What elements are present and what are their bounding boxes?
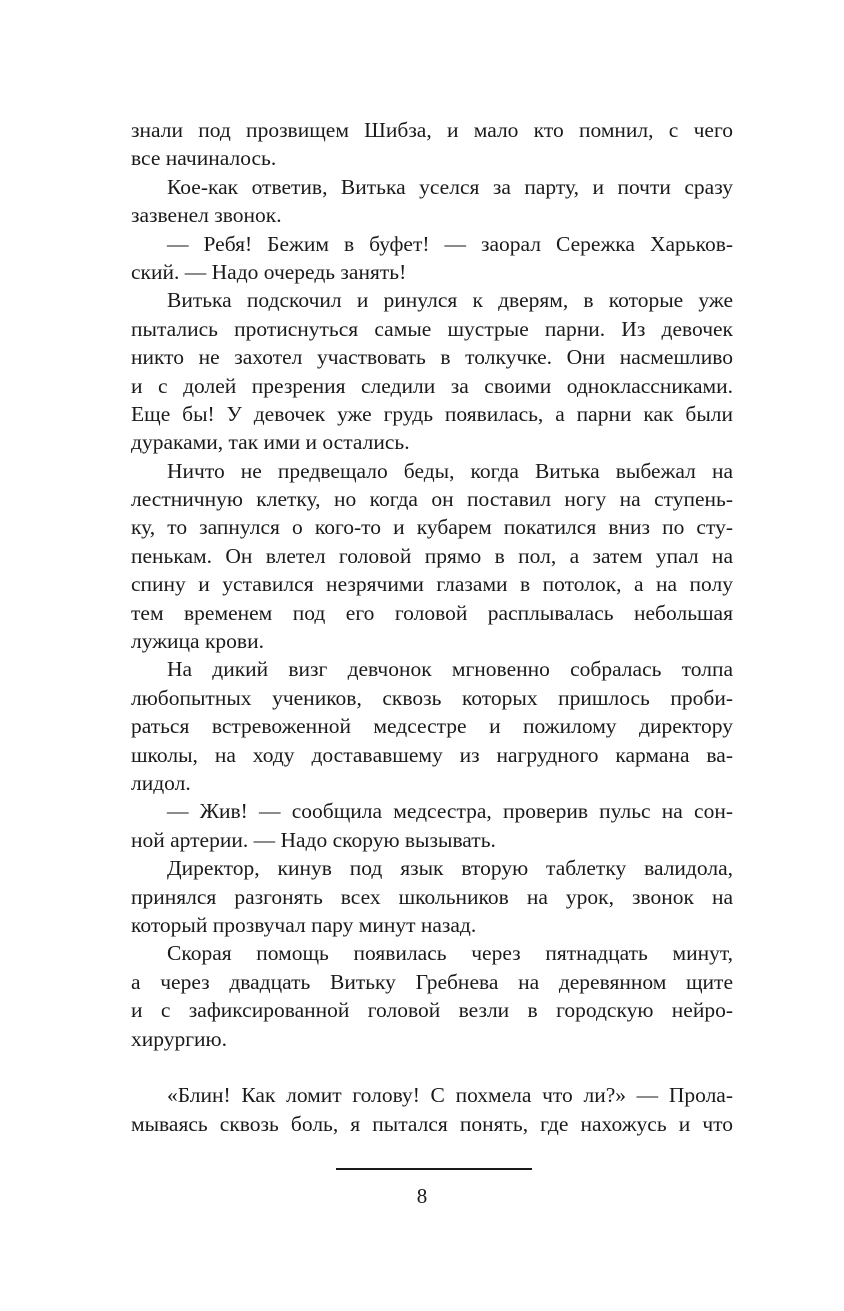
text-line: лужица крови.	[131, 629, 264, 654]
text-line: ку, то запнулся о кого-то и кубарем покатился вниз по сту-	[131, 515, 733, 540]
text-line: ский. — Надо очередь занять!	[131, 259, 407, 284]
text-line: школы, на ходу доставaвшему из нагрудного кармана ва-	[131, 742, 733, 767]
text-line: — Жив! — сообщила медсестра, проверив пульс на сон-	[167, 799, 733, 824]
text-line: раться встревоженной медсестре и пожилому директору	[131, 714, 733, 739]
text-line: На дикий визг девчонок мгновенно собралась толпа	[167, 657, 733, 682]
page-body	[131, 116, 733, 1138]
text-line: — Ребя! Бежим в буфет! — заорал Сережка Харьков-	[167, 231, 733, 256]
text-line: хирургию.	[131, 1026, 227, 1051]
text-line: пытались протиснуться самые шустрые парни. Из девочек	[131, 316, 733, 341]
section-break	[131, 1053, 733, 1081]
text-line: Еще бы! У девочек уже грудь появилась, а парни как были	[131, 401, 733, 426]
page-number: 8	[416, 1184, 428, 1208]
text-line: дураками, так ими и остались.	[131, 430, 410, 455]
text-line: зазвенел звонок.	[131, 203, 282, 228]
text-line: спину и уставился незрячими глазами в потолок, а на полу	[131, 572, 733, 597]
text-line: Скорая помощь появилась через пятнадцать минут,	[167, 941, 733, 966]
text-line: «Блин! Как ломит голову! С похмела что ли?» — Прола-	[167, 1083, 733, 1108]
footer-rule	[336, 1168, 532, 1170]
text-line: и с долей презрения следили за своими одноклассниками.	[131, 373, 733, 398]
text-line: пенькам. Он влетел головой прямо в пол, а затем упал на	[131, 543, 733, 568]
text-line: мываясь сквозь боль, я пытался понять, где нахожусь и что	[131, 1111, 733, 1136]
text-line: ной артерии. — Надо скорую вызывать.	[131, 827, 496, 852]
text-line: Директор, кинув под язык вторую таблетку валидола,	[167, 856, 733, 881]
text-line: никто не захотел участвовать в толкучке. Они насмешливо	[131, 345, 733, 370]
text-line: Кое-как ответив, Витька уселся за парту, и почти сразу	[167, 174, 733, 199]
text-line: который прозвучал пару минут назад.	[131, 912, 477, 937]
text-line: Витька подскочил и ринулся к дверям, в которые уже	[167, 288, 733, 313]
text-line: принялся разгонять всех школьников на урок, звонок на	[131, 884, 733, 909]
text-line: все начиналось.	[131, 146, 277, 171]
text-line: знали под прозвищем Шибза, и мало кто помнил, с чего	[131, 118, 733, 142]
text-line: любопытных учеников, сквозь которых пришлось проби-	[131, 685, 733, 710]
text-line: Ничто не предвещало беды, когда Витька выбежал на	[167, 458, 733, 483]
text-line: и с зафиксированной головой везли в городскую нейро-	[131, 998, 733, 1023]
text-line: лидол.	[131, 770, 191, 795]
text-line: тем временем под его головой расплывалась небольшая	[131, 600, 733, 625]
text-line: лестничную клетку, но когда он поставил ногу на ступень-	[131, 487, 733, 512]
text-line: а через двадцать Витьку Гребнева на деревянном щите	[131, 969, 733, 994]
